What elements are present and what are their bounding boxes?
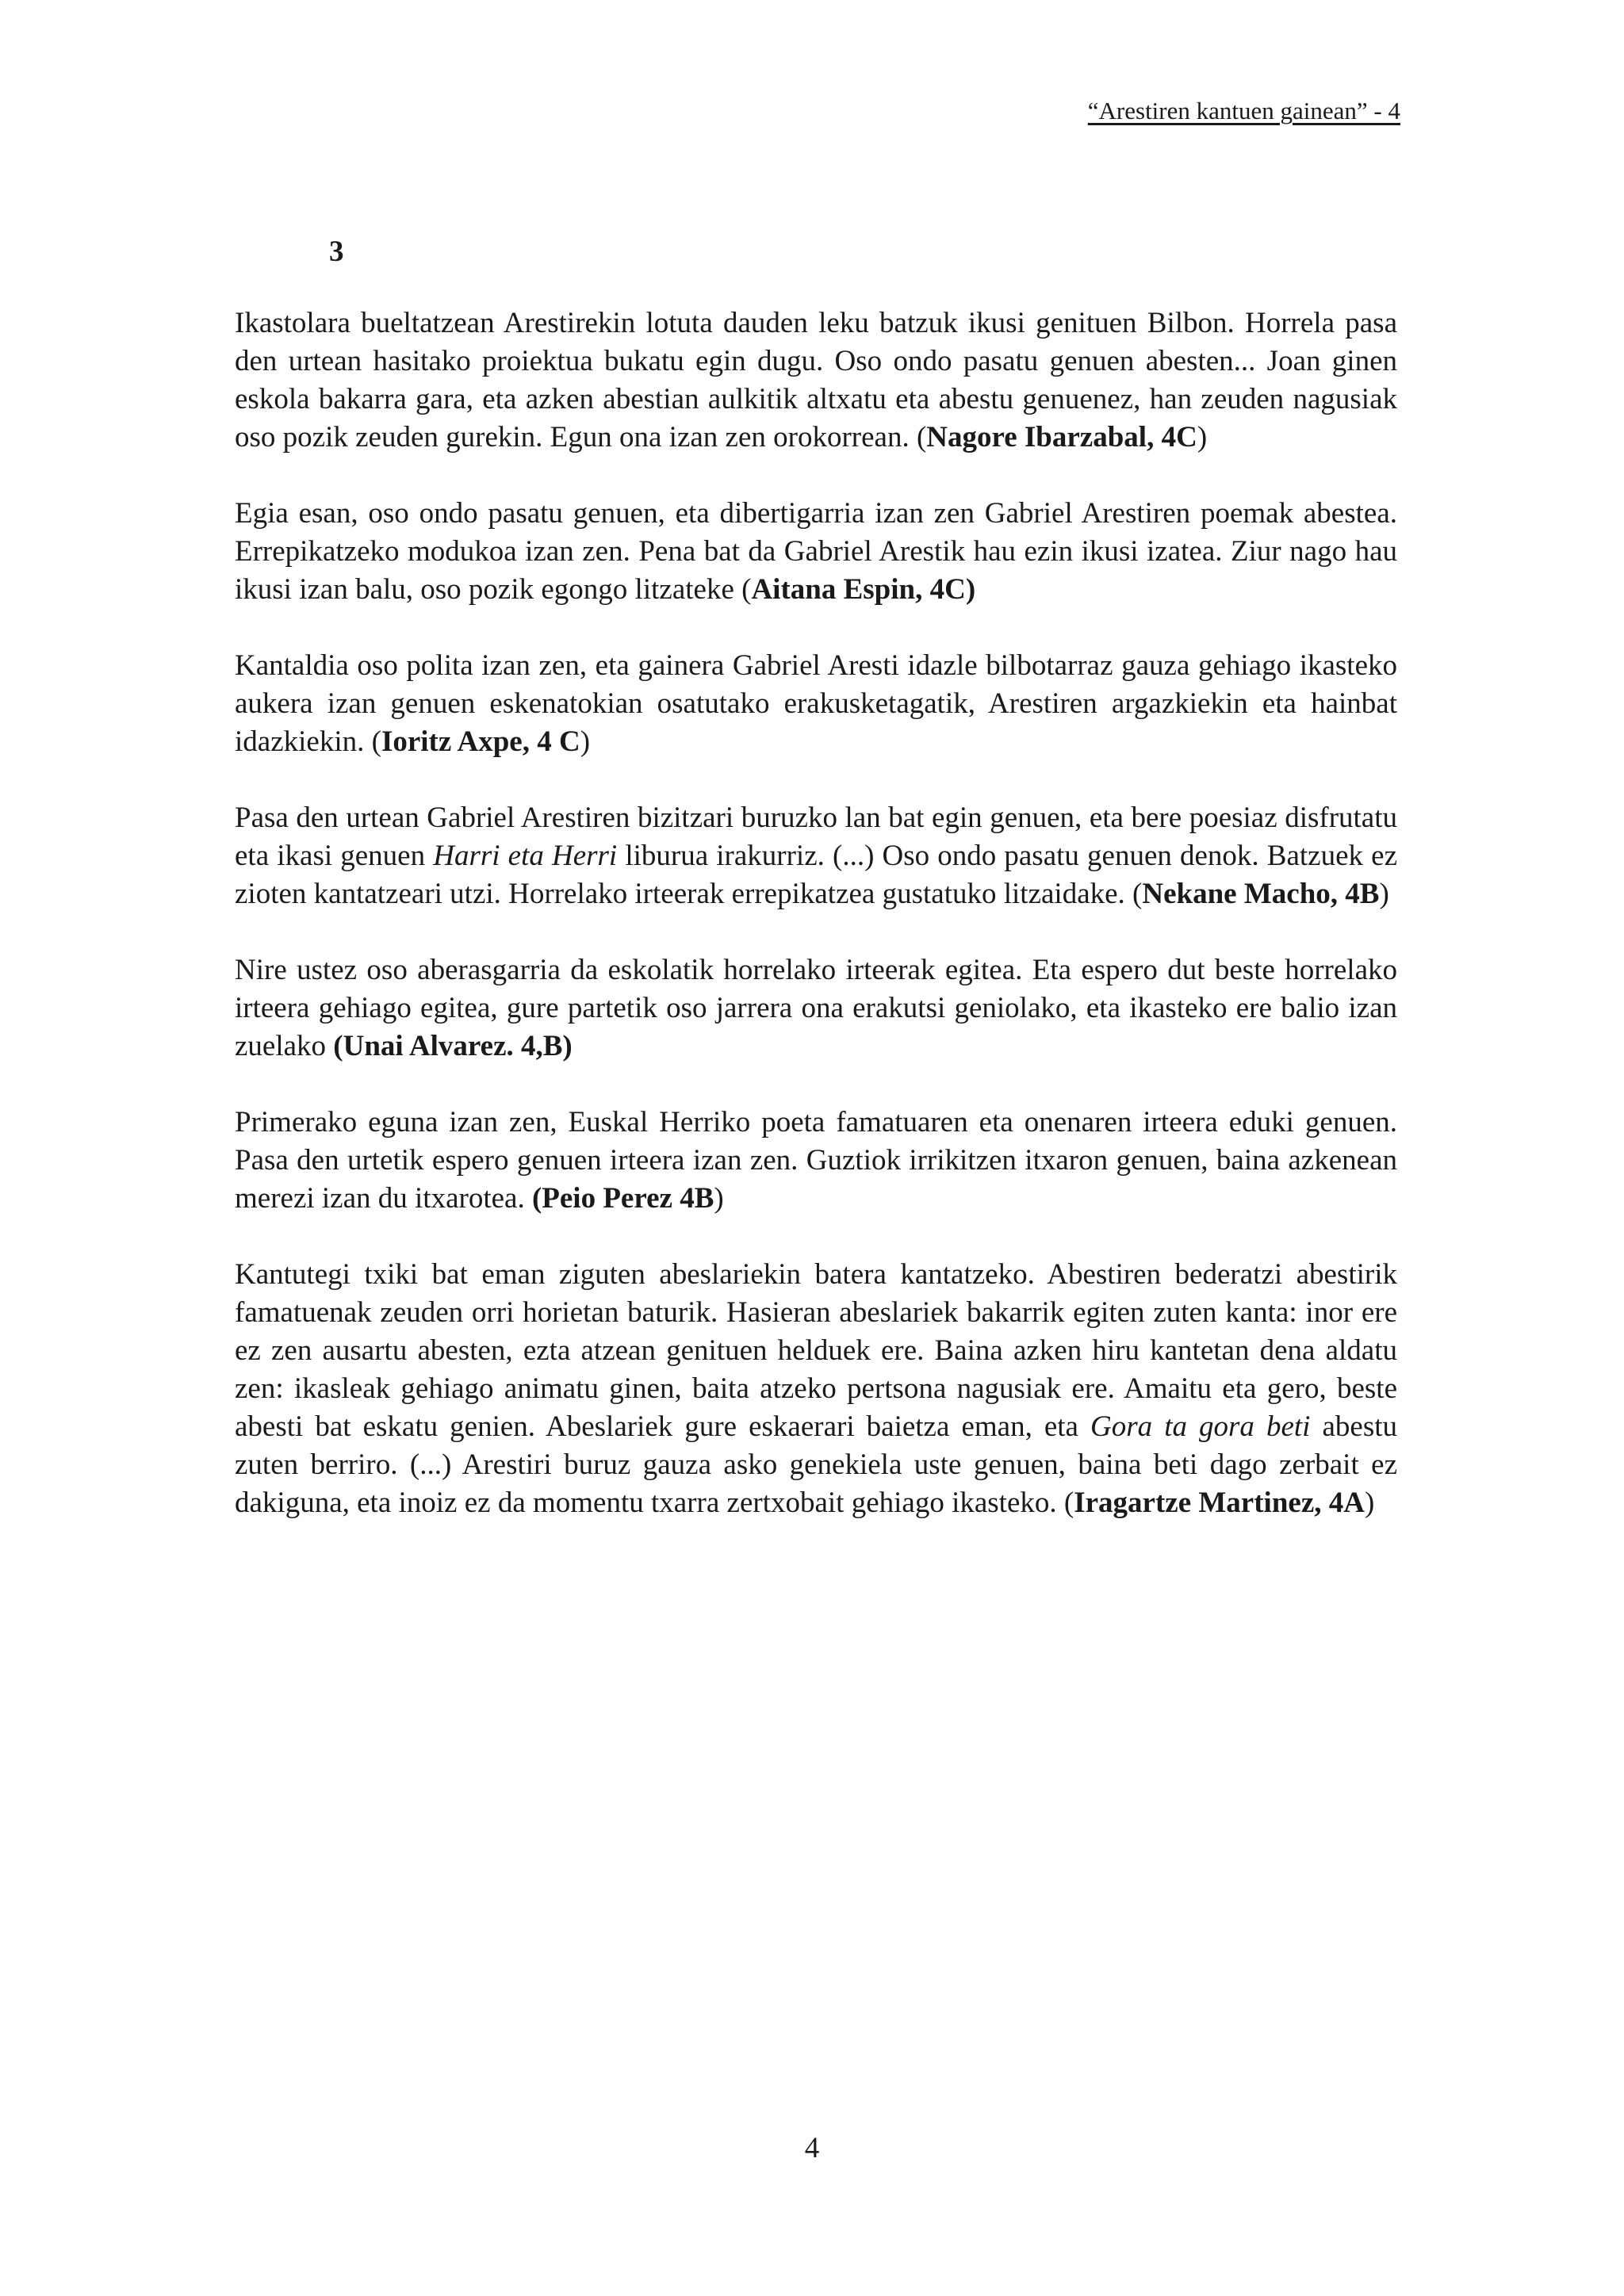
paragraph-text: abestu zuten berriro. (...) Arestiri buruz gauza asko genekiela uste genuen, baina beti dago zerbait ez dakiguna, eta inoiz ez da momentu txarra zertxobait gehiago ikasteko. ( (235, 1410, 1397, 1519)
paragraph-text: ) (1197, 421, 1208, 453)
author-name: (Unai Alvarez. 4,B) (333, 1030, 573, 1062)
paragraph-text: ) (1379, 878, 1389, 910)
running-header: “Arestiren kantuen gainean” - 4 (1087, 97, 1400, 124)
author-name: Nekane Macho, 4B (1142, 878, 1380, 910)
section-number: 3 (329, 235, 344, 268)
paragraph-text: Ikastolara bueltatzean Arestirekin lotuta dauden leku batzuk ikusi genituen Bilbon. Horrela pasa den urtean hasitako proiektua bukatu egin dugu. Oso ondo pasatu genuen abesten... Joan ginen eskola bakarra gara, eta azken abestian aulkitik altxatu eta abestu genuenez, han zeuden nagusiak oso pozik zeuden gurekin. Egun ona izan zen orokorrean. ( (235, 307, 1397, 453)
paragraph-nagore (235, 304, 1397, 457)
author-name: Iragartze Martinez, 4A (1074, 1487, 1365, 1519)
paragraph-text: Primerako eguna izan zen, Euskal Herriko poeta famatuaren eta onenaren irteera eduki genuen. Pasa den urtetik espero genuen irteera izan zen. Guztiok irrikitzen itxaron genuen, baina azkenean merezi izan du itxarotea. (235, 1106, 1397, 1215)
page-number: 4 (804, 2132, 820, 2164)
author-name: Nagore Ibarzabal, 4C (926, 421, 1197, 453)
paragraph-text: liburua irakurriz. (...) Oso ondo pasatu genuen denok. Batzuek ez zioten kantatzeari utzi. Horrelako irteerak errepikatzea gustatuko litzaidake. ( (235, 840, 1397, 910)
paragraph-text: Pasa den urtean Gabriel Arestiren bizitzari buruzko lan bat egin genuen, eta bere poesiaz disfrutatu eta ikasi genuen (235, 802, 1397, 872)
author-name: Ioritz Axpe, 4 C (381, 725, 580, 758)
paragraph-text: Kantaldia oso polita izan zen, eta gainera Gabriel Aresti idazle bilbotarraz gauza gehiago ikasteko aukera izan genuen eskenatokian osatutako erakusketagatik, Arestiren argazkiekin eta hainbat idazkiekin. ( (235, 649, 1397, 758)
paragraph-iragartze (235, 1256, 1397, 1522)
paragraph-text: Nire ustez oso aberasgarria da eskolatik horrelako irteerak egitea. Eta espero dut beste horrelako irteera gehiago egitea, gure partetik oso jarrera ona erakutsi geniolako, eta ikasteko ere balio izan zuelako (235, 954, 1397, 1062)
author-name: (Peio Perez 4B (531, 1182, 714, 1215)
song-title: Gora ta gora beti (1090, 1410, 1311, 1443)
paragraph-nekane (235, 799, 1397, 913)
paragraph-text: ) (714, 1182, 724, 1215)
book-title: Harri eta Herri (433, 840, 618, 872)
paragraph-unai (235, 951, 1397, 1066)
paragraph-peio (235, 1104, 1397, 1218)
paragraph-text: ) (580, 725, 591, 758)
paragraph-text: ) (1364, 1487, 1375, 1519)
paragraph-text: Egia esan, oso ondo pasatu genuen, eta dibertigarria izan zen Gabriel Arestiren poemak abestea. Errepikatzeko modukoa izan zen. Pena bat da Gabriel Arestik hau ezin ikusi izatea. Ziur nago hau ikusi izan balu, oso pozik egongo litzateke ( (235, 497, 1397, 606)
paragraph-aitana (235, 495, 1397, 609)
author-name: Aitana Espin, 4C) (751, 573, 976, 606)
document-body (235, 304, 1397, 1560)
paragraph-ioritz (235, 647, 1397, 761)
paragraph-text: Kantutegi txiki bat eman ziguten abeslariekin batera kantatzeko. Abestiren bederatzi abestirik famatuenak zeuden orri horietan baturik. Hasieran abeslariek bakarrik egiten zuten kanta: inor ere ez zen ausartu abesten, ezta atzean genituen helduek ere. Baina azken hiru kantetan dena aldatu zen: ikasleak gehiago animatu ginen, baita atzeko pertsona nagusiak ere. Amaitu eta gero, beste abesti bat eskatu genien. Abeslariek gure eskaerari baietza eman, eta (235, 1258, 1397, 1443)
